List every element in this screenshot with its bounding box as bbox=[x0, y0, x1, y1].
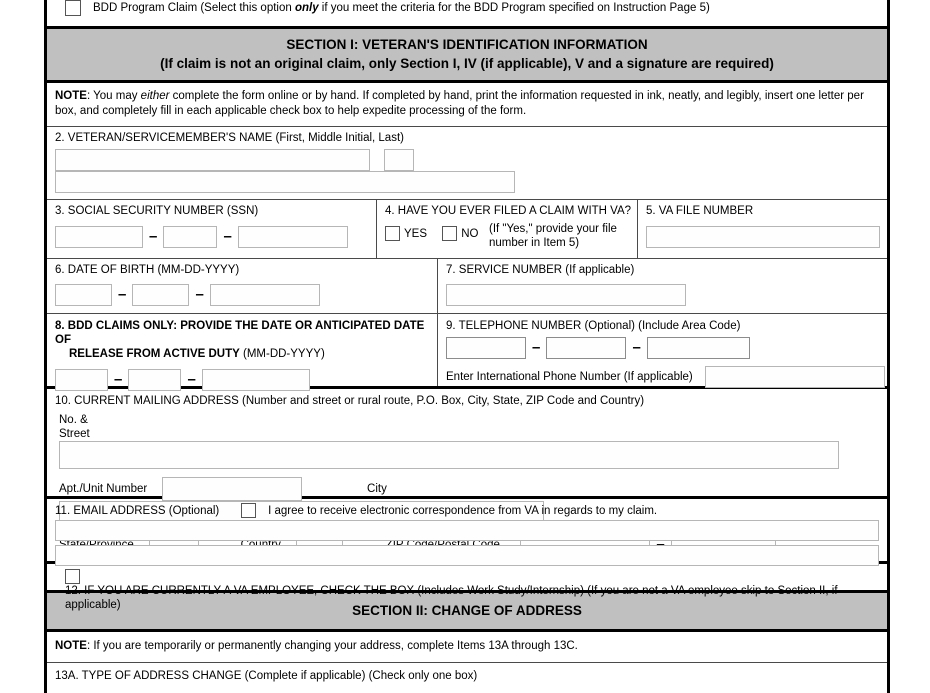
va-file-number-input[interactable] bbox=[646, 226, 880, 248]
item-9-international-row bbox=[438, 363, 887, 392]
bdd-program-claim-checkbox[interactable] bbox=[65, 0, 81, 16]
bdd-release-day-input[interactable] bbox=[128, 369, 181, 391]
middle-initial-input[interactable] bbox=[384, 149, 414, 171]
item-11-email-line-1 bbox=[47, 518, 887, 541]
ssn-dash-1: – bbox=[149, 228, 158, 245]
item-5-label: 5. VA FILE NUMBER bbox=[646, 205, 754, 217]
item-8-label-line-2: RELEASE FROM ACTIVE DUTY (MM-DD-YYYY) bbox=[69, 348, 325, 360]
va-employee-checkbox[interactable] bbox=[65, 569, 80, 584]
item-9-label: 9. TELEPHONE NUMBER (Optional) (Include Area Code) bbox=[446, 320, 741, 332]
phone-dash-2: – bbox=[632, 339, 641, 356]
item-11-header bbox=[47, 499, 887, 518]
item-4-cell bbox=[376, 200, 637, 258]
item-4-no-label: NO bbox=[461, 227, 479, 240]
section-1-note: NOTE: You may either complete the form online or by hand. If completed by hand, print the information requested in ink, neatly, and legibly, insert one letter per box, and completely fill in each applicable check box to help expedite processing of the form. bbox=[47, 83, 887, 127]
item-4-yes-option[interactable] bbox=[385, 226, 427, 241]
item-10-row bbox=[47, 389, 887, 499]
item-8-cell bbox=[47, 314, 437, 386]
item-4-yes-label: YES bbox=[404, 227, 428, 240]
bdd-dash-2: – bbox=[187, 371, 196, 388]
street-address-input[interactable] bbox=[59, 441, 839, 469]
dob-day-input[interactable] bbox=[132, 284, 189, 306]
apt-unit-label: Apt./Unit Number bbox=[59, 483, 148, 495]
section-1-subtitle: (If claim is not an original claim, only Section I, IV (if applicable), V and a signature are required) bbox=[160, 56, 774, 71]
item-6-inputs bbox=[47, 279, 437, 310]
item-13a-label: 13A. TYPE OF ADDRESS CHANGE (Complete if applicable) (Check only one box) bbox=[55, 670, 478, 682]
ssn-part2-input[interactable] bbox=[163, 226, 217, 248]
note-label: NOTE bbox=[55, 90, 87, 102]
item-10-street-row bbox=[47, 410, 887, 469]
dob-dash-1: – bbox=[118, 286, 127, 303]
section-2-title: SECTION II: CHANGE OF ADDRESS bbox=[352, 603, 582, 618]
email-consent-checkbox[interactable] bbox=[241, 503, 256, 518]
item-11-label: 11. EMAIL ADDRESS (Optional) bbox=[55, 504, 220, 517]
item-4-hint bbox=[489, 222, 617, 250]
item-3-cell bbox=[47, 200, 376, 258]
item-6-cell bbox=[47, 259, 437, 313]
section-1-title: SECTION I: VETERAN'S IDENTIFICATION INFORMATION bbox=[286, 37, 648, 52]
email-address-input-2[interactable] bbox=[55, 545, 879, 566]
ssn-part3-input[interactable] bbox=[238, 226, 348, 248]
item-8-label bbox=[47, 314, 437, 363]
section-2-note bbox=[47, 632, 887, 663]
international-phone-input[interactable] bbox=[705, 366, 885, 388]
item-7-cell bbox=[437, 259, 887, 313]
item-9-cell bbox=[437, 314, 887, 386]
dob-year-input[interactable] bbox=[210, 284, 320, 306]
item-4-options bbox=[377, 220, 637, 249]
section-2-note-label: NOTE bbox=[55, 640, 87, 652]
dob-dash-2: – bbox=[195, 286, 204, 303]
item-9-inputs bbox=[438, 335, 887, 363]
bdd-program-claim-row bbox=[47, 0, 887, 26]
dob-month-input[interactable] bbox=[55, 284, 112, 306]
item-12-label: 12. IF YOU ARE CURRENTLY A VA EMPLOYEE, CHECK THE BOX (Includes Work Study/Internship) (If you are not a VA employee skip to Section II, if applicable) bbox=[65, 585, 838, 611]
bdd-release-month-input[interactable] bbox=[55, 369, 108, 391]
street-label-line-2: Street bbox=[59, 428, 90, 440]
item-4-hint-line-2: number in Item 5) bbox=[489, 237, 580, 249]
section-1-header bbox=[47, 26, 887, 83]
item-4-label: 4. HAVE YOU EVER FILED A CLAIM WITH VA? bbox=[385, 205, 632, 217]
item-3-inputs bbox=[47, 220, 376, 252]
items-3-4-5-row bbox=[47, 200, 887, 259]
item-11-email-line-2 bbox=[47, 541, 887, 566]
bdd-dash-1: – bbox=[114, 371, 123, 388]
phone-area-code-input[interactable] bbox=[446, 337, 526, 359]
item-2-inputs bbox=[47, 147, 887, 199]
email-consent-label: I agree to receive electronic correspondence from VA in regards to my claim. bbox=[268, 504, 658, 517]
item-4-no-checkbox[interactable] bbox=[442, 226, 457, 241]
item-7-inputs bbox=[438, 279, 887, 310]
last-name-input[interactable] bbox=[55, 171, 515, 193]
item-10-label: 10. CURRENT MAILING ADDRESS (Number and street or rural route, P.O. Box, City, State, ZIP Code and Country) bbox=[55, 395, 645, 407]
item-6-label: 6. DATE OF BIRTH (MM-DD-YYYY) bbox=[55, 264, 240, 276]
item-2-name-row bbox=[47, 127, 887, 200]
item-2-label: 2. VETERAN/SERVICEMEMBER'S NAME (First, Middle Initial, Last) bbox=[55, 132, 404, 144]
ssn-dash-2: – bbox=[223, 228, 232, 245]
city-label: City bbox=[367, 483, 387, 495]
item-7-label: 7. SERVICE NUMBER (If applicable) bbox=[446, 264, 635, 276]
item-4-hint-line-1: (If "Yes," provide your file bbox=[489, 223, 617, 235]
item-4-no-option[interactable] bbox=[442, 226, 478, 241]
section-2-note-text: : If you are temporarily or permanently changing your address, complete Items 13A through 13C. bbox=[86, 640, 578, 652]
bdd-release-year-input[interactable] bbox=[202, 369, 310, 391]
items-8-9-row bbox=[47, 314, 887, 389]
items-6-7-row bbox=[47, 259, 887, 314]
service-number-input[interactable] bbox=[446, 284, 686, 306]
phone-dash-1: – bbox=[532, 339, 541, 356]
item-4-yes-checkbox[interactable] bbox=[385, 226, 400, 241]
apt-unit-input[interactable] bbox=[162, 477, 302, 501]
ssn-part1-input[interactable] bbox=[55, 226, 143, 248]
item-5-cell bbox=[637, 200, 887, 258]
va-form-page bbox=[44, 0, 890, 693]
phone-prefix-input[interactable] bbox=[546, 337, 626, 359]
item-5-inputs bbox=[638, 220, 887, 252]
phone-line-number-input[interactable] bbox=[647, 337, 750, 359]
bdd-program-claim-label: BDD Program Claim (Select this option only if you meet the criteria for the BDD Program specified on Instruction Page 5) bbox=[93, 2, 710, 15]
first-name-input[interactable] bbox=[55, 149, 370, 171]
street-label-line-1: No. & bbox=[59, 414, 88, 426]
item-3-label: 3. SOCIAL SECURITY NUMBER (SSN) bbox=[55, 205, 259, 217]
email-address-input-1[interactable] bbox=[55, 520, 879, 541]
item-11-row bbox=[47, 499, 887, 564]
item-8-label-line-1: 8. BDD CLAIMS ONLY: PROVIDE THE DATE OR ANTICIPATED DATE OF bbox=[55, 320, 425, 346]
street-label bbox=[59, 413, 105, 441]
item-13a-row bbox=[47, 663, 887, 693]
international-phone-label: Enter International Phone Number (If applicable) bbox=[446, 371, 693, 383]
